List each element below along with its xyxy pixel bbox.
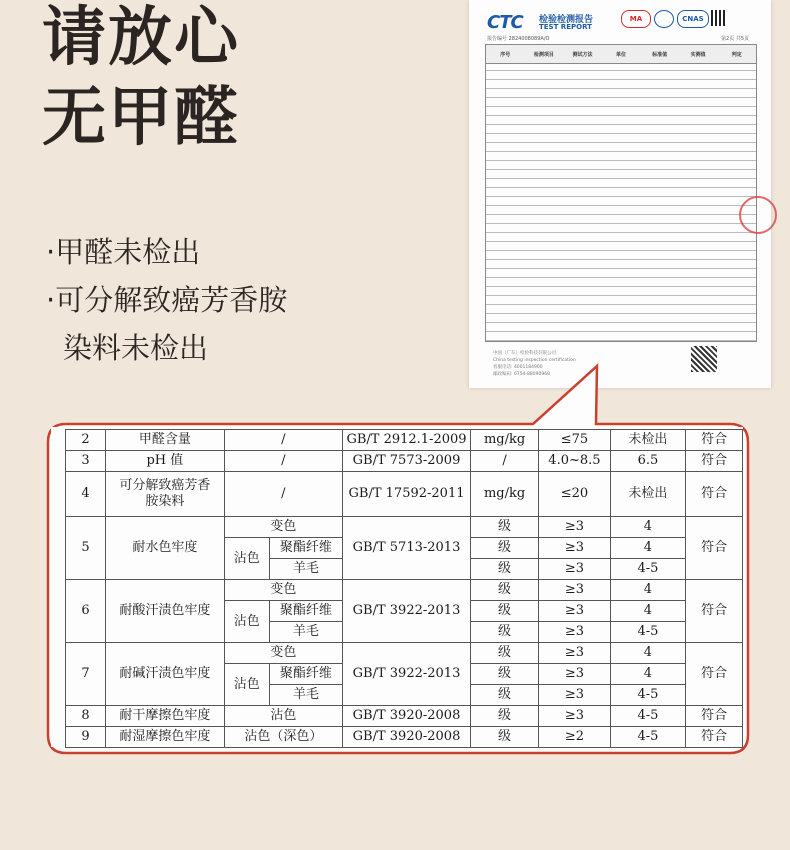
report-page: 第2页 共5页 (721, 36, 749, 42)
footer-line: 中国（广东）检验科技有限公司 (493, 351, 556, 356)
footer-line: 邮政编码: 6754-88090968 (493, 372, 550, 377)
cell-no: 7 (66, 643, 106, 706)
cell-result: 未检出 (610, 472, 685, 517)
cell-result: 4-5 (610, 622, 685, 643)
cell-limit: ≥3 (539, 601, 610, 622)
cell-no: 4 (66, 472, 106, 517)
cell-unit: 级 (470, 685, 538, 706)
table-row (66, 580, 743, 601)
cell-stain: 沾色 (224, 664, 269, 706)
footer-line: 客服电话: 4001184900 (493, 365, 543, 370)
cell-standard: GB/T 3922-2013 (343, 580, 471, 643)
cell-result: 未检出 (610, 430, 685, 451)
cell-no: 5 (66, 517, 106, 580)
cell-result: 6.5 (610, 451, 685, 472)
cell-fiber: 羊毛 (269, 622, 342, 643)
cell-item: pH 值 (106, 451, 225, 472)
cell-unit: 级 (470, 622, 538, 643)
cell-verdict: 符合 (686, 706, 743, 727)
cell-result: 4-5 (610, 559, 685, 580)
cell-result: 4 (610, 517, 685, 538)
cell-stain: 沾色 (224, 538, 269, 580)
ma-seal-icon: MA (621, 10, 651, 28)
cell-unit: 级 (470, 664, 538, 685)
cell-limit: ≥3 (539, 664, 610, 685)
cell-limit: ≤20 (539, 472, 610, 517)
bullet-formaldehyde: ·甲醛未检出 (46, 235, 201, 269)
report-col: 单位 (616, 51, 627, 58)
cell-limit: ≥3 (539, 580, 610, 601)
report-col: 标准值 (652, 51, 668, 58)
cell-standard: GB/T 3920-2008 (343, 727, 471, 748)
cell-sub: 变色 (224, 580, 342, 601)
cell-unit: 级 (470, 559, 538, 580)
table-row (66, 430, 743, 451)
table-row (66, 451, 743, 472)
cell-no: 6 (66, 580, 106, 643)
report-col: 实测值 (690, 51, 706, 58)
cell-unit: mg/kg (470, 472, 538, 517)
cell-stain: 沾色 (224, 601, 269, 643)
cell-sub: / (224, 451, 342, 472)
cell-no: 8 (66, 706, 106, 727)
headline-line-1: 请放心 (42, 1, 240, 75)
cell-standard: GB/T 5713-2013 (343, 517, 471, 580)
cell-item: 甲醛含量 (106, 430, 225, 451)
report-number: 报告编号 2824008089A/O (487, 36, 550, 42)
cell-result: 4-5 (610, 727, 685, 748)
test-results-table (65, 429, 743, 748)
cell-unit: 级 (470, 727, 538, 748)
cell-limit: ≥3 (539, 538, 610, 559)
cell-sub: 沾色（深色） (224, 727, 342, 748)
cell-verdict: 符合 (686, 472, 743, 517)
cell-limit: 4.0~8.5 (539, 451, 610, 472)
cell-limit: ≥3 (539, 517, 610, 538)
report-title-en: TEST REPORT (539, 23, 592, 31)
cell-sub: / (224, 472, 342, 517)
cell-limit: ≥3 (539, 622, 610, 643)
table-row (66, 517, 743, 538)
cell-standard: GB/T 3920-2008 (343, 706, 471, 727)
bullet-azo-dyes-cont: 染料未检出 (63, 331, 209, 365)
report-col: 测试方法 (572, 51, 593, 58)
cnas-seal-icon: CNAS (677, 10, 709, 28)
cell-fiber: 聚酯纤维 (269, 538, 342, 559)
report-col: 检测项目 (533, 51, 554, 58)
ctc-logo: CTC (487, 12, 523, 33)
cell-limit: ≥3 (539, 559, 610, 580)
cell-item: 耐湿摩擦色牢度 (106, 727, 225, 748)
cell-result: 4 (610, 664, 685, 685)
zoomed-results (51, 427, 743, 747)
cell-result: 4-5 (610, 706, 685, 727)
cell-result: 4-5 (610, 685, 685, 706)
cell-sub: 沾色 (224, 706, 342, 727)
cell-sub: 变色 (224, 517, 342, 538)
cell-limit: ≥3 (539, 706, 610, 727)
cell-standard: GB/T 2912.1-2009 (343, 430, 471, 451)
cell-item: 耐碱汗渍色牢度 (106, 643, 225, 706)
cell-verdict: 符合 (686, 517, 743, 580)
cell-verdict: 符合 (686, 430, 743, 451)
cell-verdict: 符合 (686, 727, 743, 748)
cell-unit: 级 (470, 706, 538, 727)
cell-standard: GB/T 3922-2013 (343, 643, 471, 706)
cell-result: 4 (610, 580, 685, 601)
table-row (66, 643, 743, 664)
cell-limit: ≥3 (539, 685, 610, 706)
cell-limit: ≤75 (539, 430, 610, 451)
cell-fiber: 聚酯纤维 (269, 601, 342, 622)
cell-unit: 级 (470, 601, 538, 622)
cell-unit: 级 (470, 643, 538, 664)
cell-verdict: 符合 (686, 643, 743, 706)
cell-unit: 级 (470, 580, 538, 601)
cell-fiber: 聚酯纤维 (269, 664, 342, 685)
cell-sub: 变色 (224, 643, 342, 664)
cell-result: 4 (610, 538, 685, 559)
cell-sub: / (224, 430, 342, 451)
cell-verdict: 符合 (686, 580, 743, 643)
table-row (66, 706, 743, 727)
table-row (66, 472, 743, 517)
footer-line: China testing inspection certification (493, 358, 576, 363)
bullet-azo-dyes: ·可分解致癌芳香胺 (46, 283, 288, 317)
cell-limit: ≥3 (539, 643, 610, 664)
cell-fiber: 羊毛 (269, 685, 342, 706)
cell-standard: GB/T 7573-2009 (343, 451, 471, 472)
cell-unit: / (470, 451, 538, 472)
cell-item: 耐干摩擦色牢度 (106, 706, 225, 727)
cell-limit: ≥2 (539, 727, 610, 748)
table-row (66, 727, 743, 748)
cell-result: 4 (610, 601, 685, 622)
cell-no: 2 (66, 430, 106, 451)
headline-line-2: 无甲醛 (42, 81, 240, 155)
cell-standard: GB/T 17592-2011 (343, 472, 471, 517)
cell-unit: mg/kg (470, 430, 538, 451)
cell-unit: 级 (470, 538, 538, 559)
report-col: 判定 (731, 51, 742, 58)
cell-result: 4 (610, 643, 685, 664)
report-col: 序号 (500, 51, 511, 58)
cell-unit: 级 (470, 517, 538, 538)
cell-fiber: 羊毛 (269, 559, 342, 580)
cell-item: 可分解致癌芳香胺染料 (106, 472, 225, 517)
cell-verdict: 符合 (686, 451, 743, 472)
cell-item: 耐水色牢度 (106, 517, 225, 580)
cell-no: 3 (66, 451, 106, 472)
cell-item: 耐酸汗渍色牢度 (106, 580, 225, 643)
report-title-cn: 检验检测报告 (539, 15, 594, 25)
cell-no: 9 (66, 727, 106, 748)
